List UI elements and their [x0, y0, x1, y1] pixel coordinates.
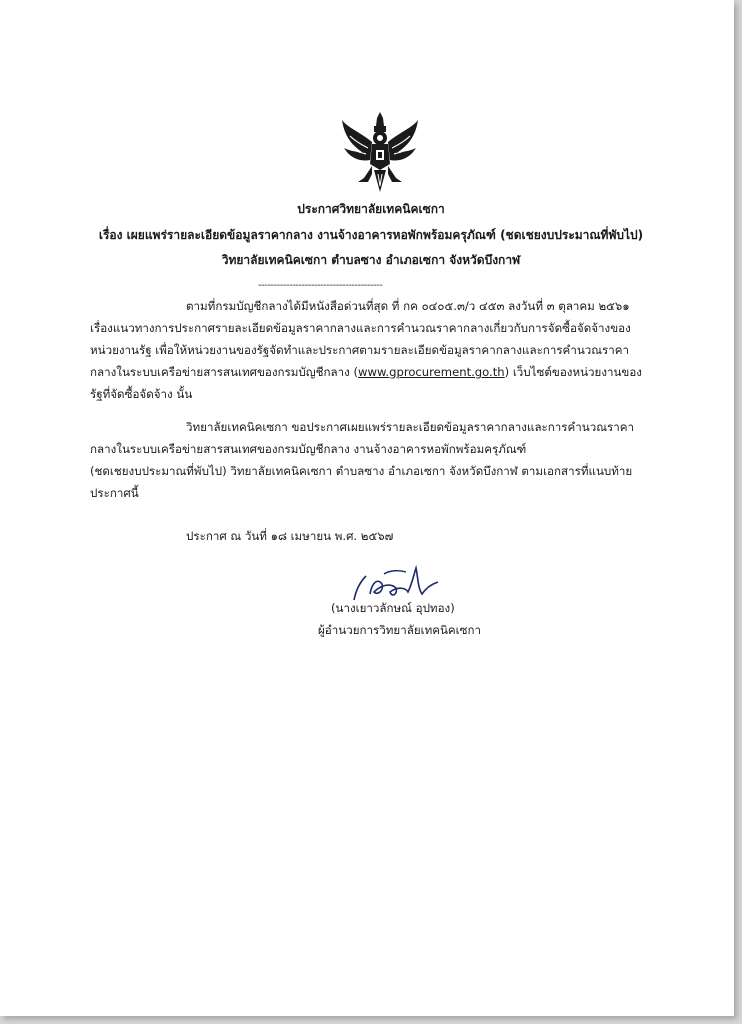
announce-date: ประกาศ ณ วันที่ ๑๘ เมษายน พ.ศ. ๒๕๖๗ — [186, 529, 394, 543]
divider: ---------------------------------------- — [258, 280, 383, 291]
paragraph2-line1: วิทยาลัยเทคนิคเซกา ขอประกาศเผยแพร่รายละเอียดข้อมูลราคากลางและการคำนวณราคา — [186, 420, 634, 434]
garuda-emblem-icon — [338, 108, 422, 194]
header-location: วิทยาลัยเทคนิคเซกา ตำบลซาง อำเภอเซกา จังหวัดบึงกาฬ — [221, 253, 521, 267]
paragraph2-line3: (ชดเชยงบประมาณที่พับไป) วิทยาลัยเทคนิคเซกา ตำบลซาง อำเภอเซกา จังหวัดบึงกาฬ ตามเอกสารที่แนบท้าย — [90, 464, 633, 478]
signer-title: ผู้อำนวยการวิทยาลัยเทคนิคเซกา — [318, 623, 482, 637]
paragraph1-line1: ตามที่กรมบัญชีกลางได้มีหนังสือด่วนที่สุด ที่ กค ๐๔๐๕.๓/ว ๔๕๓ ลงวันที่ ๓ ตุลาคม ๒๕๖๑ — [186, 299, 630, 313]
paragraph1-line4-start: กลางในระบบเครือข่ายสารสนเทศของกรมบัญชีกลาง ( — [90, 365, 359, 379]
paragraph2-line4: ประกาศนี้ — [90, 486, 139, 500]
header-subject: เรื่อง เผยแพร่รายละเอียดข้อมูลราคากลาง งานจ้างอาคารหอพักพร้อมครุภัณฑ์ (ชดเชยงบประมาณที่พับไป) — [98, 228, 644, 242]
paragraph2-line2: กลางในระบบเครือข่ายสารสนเทศของกรมบัญชีกลาง งานจ้างอาคารหอพักพร้อมครุภัณฑ์ — [90, 442, 527, 456]
paragraph1-line2: เรื่องแนวทางการประกาศรายละเอียดข้อมูลราคากลางและการคำนวณราคากลางเกี่ยวกับการจัดซื้อจัดจ้างของ — [90, 321, 631, 335]
header-org: ประกาศวิทยาลัยเทคนิคเซกา — [297, 202, 445, 216]
gprocurement-link[interactable]: www.gprocurement.go.th — [358, 365, 505, 379]
paragraph1-line5: รัฐที่จัดซื้อจัดจ้าง นั้น — [90, 387, 193, 401]
signer-name: (นางเยาวลักษณ์ อุปทอง) — [331, 601, 455, 615]
paragraph1-line4-end: ) เว็บไซต์ของหน่วยงานของ — [504, 365, 642, 379]
paragraph1-line4 — [90, 362, 642, 382]
paragraph1-line3: หน่วยงานรัฐ เพื่อให้หน่วยงานของรัฐจัดทำและประกาศตามรายละเอียดข้อมูลราคากลางและการคำนวณราคา — [90, 343, 630, 357]
